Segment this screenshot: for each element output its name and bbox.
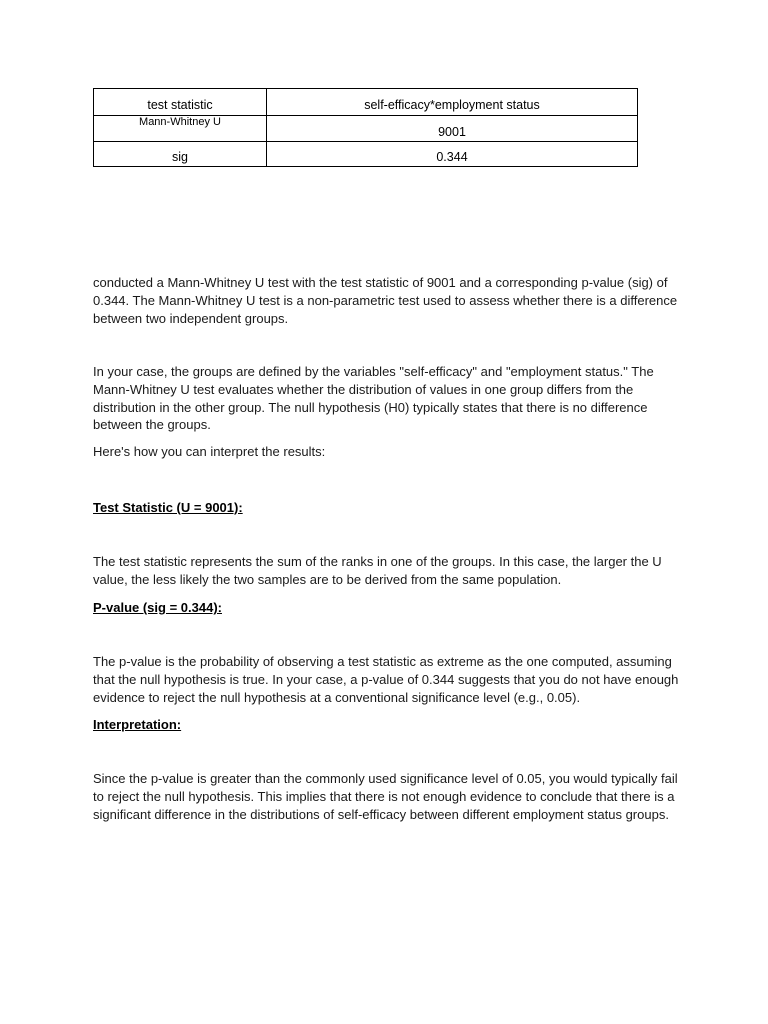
table-row <box>94 116 638 142</box>
table-header-cell <box>94 89 267 116</box>
table-cell <box>94 116 267 142</box>
table-header-cell <box>267 89 638 116</box>
table-header-row <box>94 89 638 116</box>
p-value-heading: P-value (sig = 0.344): <box>93 600 222 615</box>
header-variable: self-efficacy*employment status <box>364 98 540 112</box>
mann-whitney-label: Mann-Whitney U <box>139 115 221 128</box>
sig-label: sig <box>172 150 188 164</box>
results-table <box>93 88 638 167</box>
mann-whitney-value: 9001 <box>438 125 466 139</box>
sig-value: 0.344 <box>436 150 468 164</box>
table-cell <box>267 142 638 167</box>
table-cell <box>267 116 638 142</box>
groups-paragraph: In your case, the groups are defined by the variables "self-efficacy" and "employment status." The Mann-Whitney U test evaluates whether the distribution of values in one group differs from the distribution in the other group. The null hypothesis (H0) typically states that there is no difference between the groups. <box>93 364 654 433</box>
interpret-lead: Here's how you can interpret the results: <box>93 444 326 459</box>
interpretation-heading: Interpretation: <box>93 717 182 732</box>
interpretation-paragraph: Since the p-value is greater than the commonly used significance level of 0.05, you would typically fail to reject the null hypothesis. This implies that there is not enough evidence to conclude that there is a significant difference in the distributions of self-efficacy between different employment status groups. <box>93 771 678 822</box>
test-statistic-paragraph: The test statistic represents the sum of the ranks in one of the groups. In this case, the larger the U value, the less likely the two samples are to be derived from the same population. <box>93 554 662 587</box>
test-statistic-heading: Test Statistic (U = 9001): <box>93 500 243 515</box>
intro-paragraph: conducted a Mann-Whitney U test with the test statistic of 9001 and a corresponding p-value (sig) of 0.344. The Mann-Whitney U test is a non-parametric test used to assess whether there is a difference between two independent groups. <box>93 275 678 326</box>
p-value-paragraph: The p-value is the probability of observing a test statistic as extreme as the one computed, assuming that the null hypothesis is true. In your case, a p-value of 0.344 suggests that you do not have enough evidence to reject the null hypothesis at a conventional significance level (e.g., 0.05). <box>93 654 679 705</box>
table-row <box>94 142 638 167</box>
header-test-statistic: test statistic <box>147 98 213 112</box>
table-cell <box>94 142 267 167</box>
